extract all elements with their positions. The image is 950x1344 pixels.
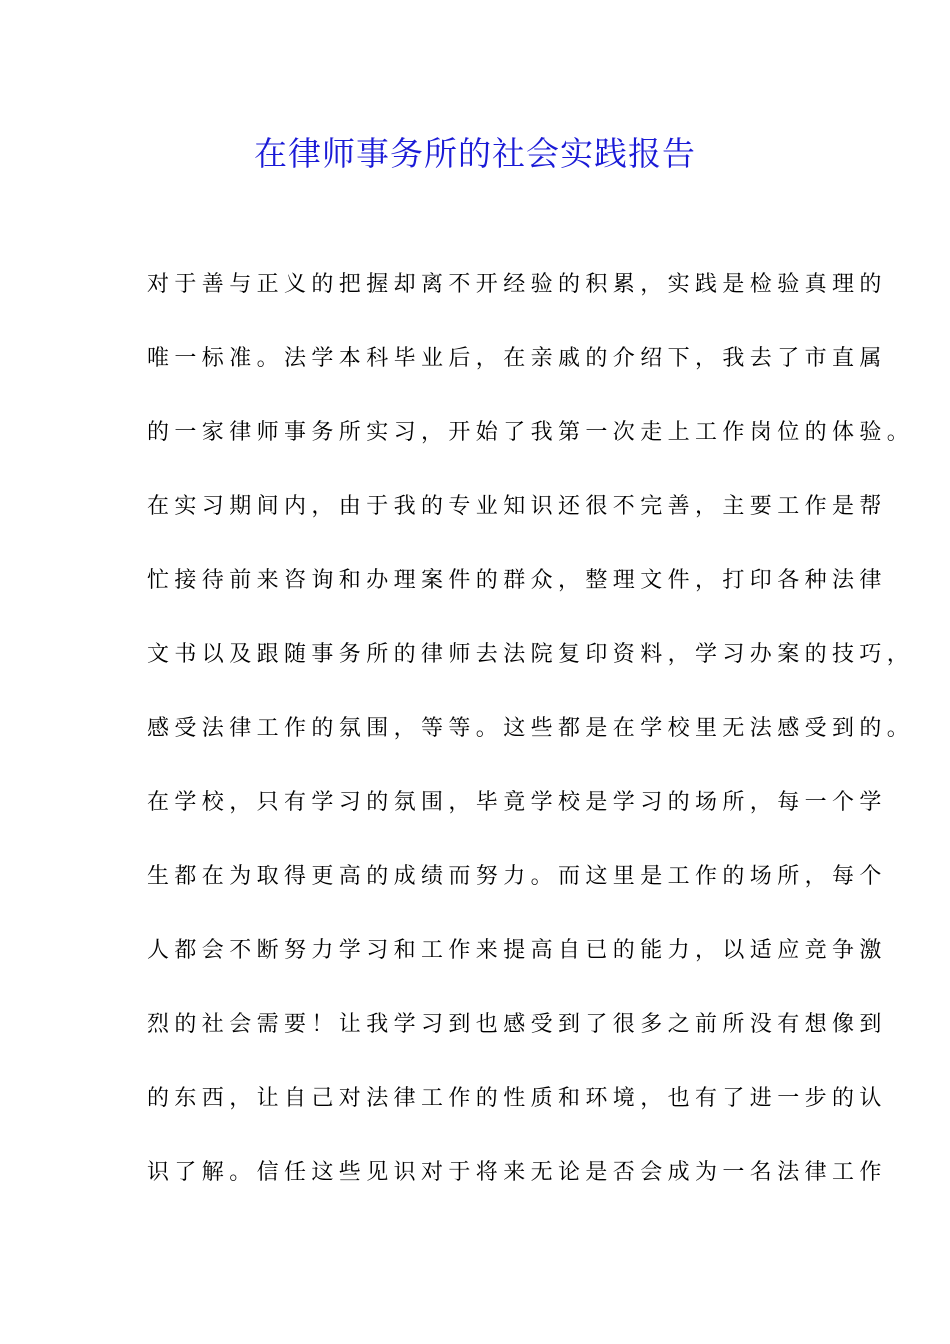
- body-line-1: 对于善与正义的把握却离不开经验的积累，实践是检验真理的: [147, 272, 887, 297]
- body-line-12: 的东西，让自己对法律工作的性质和环境，也有了进一步的认: [147, 1086, 887, 1111]
- body-line-10: 人都会不断努力学习和工作来提高自已的能力，以适应竞争激: [147, 938, 887, 963]
- body-line-2: 唯一标准。法学本科毕业后，在亲戚的介绍下，我去了市直属: [147, 346, 887, 371]
- body-line-7: 感受法律工作的氛围，等等。这些都是在学校里无法感受到的。: [147, 716, 915, 741]
- document-title: 在律师事务所的社会实践报告: [254, 134, 696, 173]
- body-line-4: 在实习期间内，由于我的专业知识还很不完善，主要工作是帮: [147, 494, 887, 519]
- document-body: [147, 266, 915, 1228]
- body-line-13: 识了解。信任这些见识对于将来无论是否会成为一名法律工作: [147, 1160, 887, 1185]
- body-line-8: 在学校，只有学习的氛围，毕竟学校是学习的场所，每一个学: [147, 790, 887, 815]
- body-line-6: 文书以及跟随事务所的律师去法院复印资料，学习办案的技巧，: [147, 642, 915, 667]
- body-line-9: 生都在为取得更高的成绩而努力。而这里是工作的场所，每个: [147, 864, 887, 889]
- body-line-3: 的一家律师事务所实习，开始了我第一次走上工作岗位的体验。: [147, 420, 915, 445]
- body-line-5: 忙接待前来咨询和办理案件的群众，整理文件，打印各种法律: [147, 568, 887, 593]
- body-line-11: 烈的社会需要！让我学习到也感受到了很多之前所没有想像到: [147, 1012, 887, 1037]
